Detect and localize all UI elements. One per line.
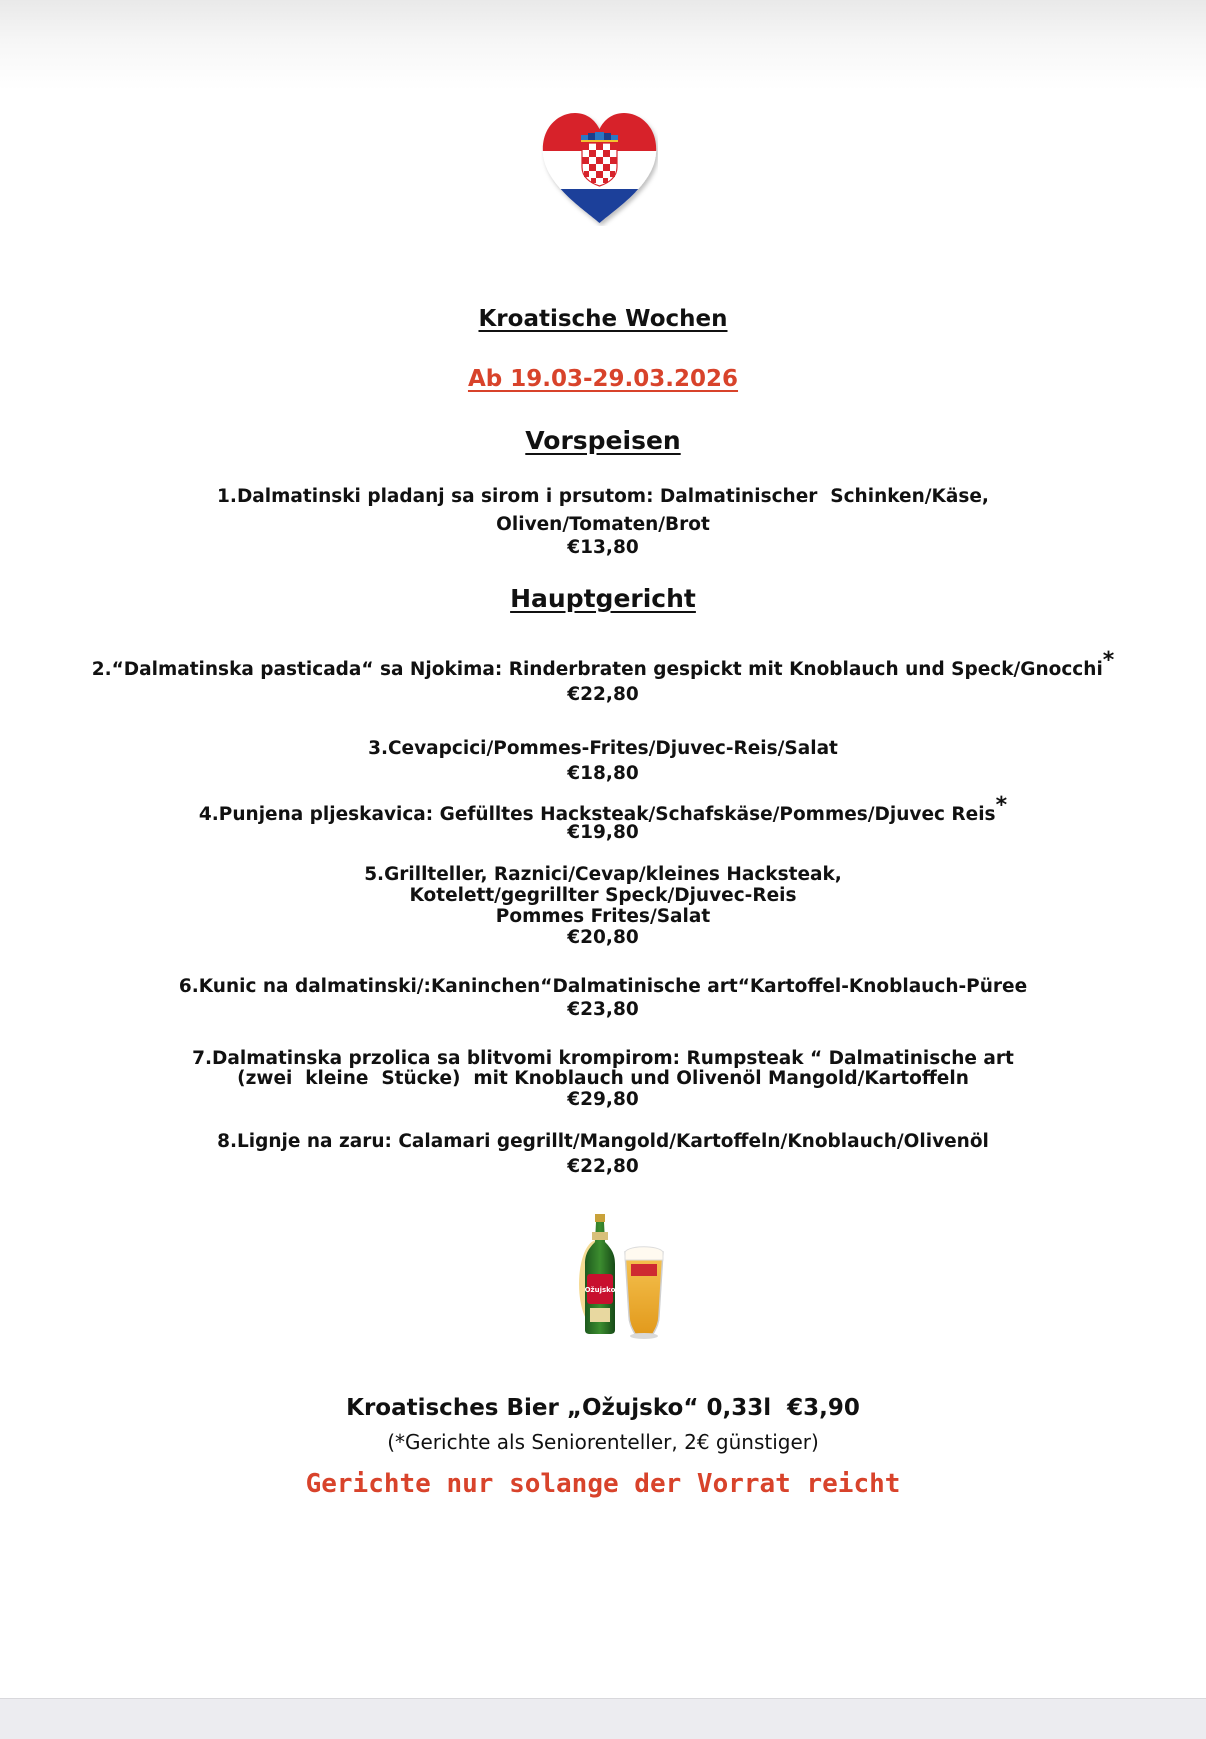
menu-item-5-price: €20,80 xyxy=(567,927,639,948)
menu-item-7-line-2: (zwei kleine Stücke) mit Knoblauch und Olivenöl Mangold/Kartoffeln xyxy=(237,1068,969,1089)
menu-item-4-price: €19,80 xyxy=(567,822,639,843)
section-heading-mains: Hauptgericht xyxy=(510,584,696,613)
menu-item-3-price: €18,80 xyxy=(567,763,639,784)
beer-offer: Kroatisches Bier „Ožujsko“ 0,33l €3,90 xyxy=(346,1395,860,1421)
menu-item-7-line-1: 7.Dalmatinska przolica sa blitvomi krompirom: Rumpsteak “ Dalmatinische art xyxy=(192,1048,1014,1069)
menu-item-8-price: €22,80 xyxy=(567,1156,639,1177)
beer-label-text: Ožujsko xyxy=(584,1286,616,1294)
menu-item-3-line-1: 3.Cevapcici/Pommes-Frites/Djuvec-Reis/Salat xyxy=(368,738,838,759)
promotion-dates: Ab 19.03-29.03.2026 xyxy=(467,366,739,392)
availability-warning: Gerichte nur solange der Vorrat reicht xyxy=(305,1469,901,1499)
menu-item-5-line-1: 5.Grillteller, Raznici/Cevap/kleines Hacksteak, xyxy=(364,864,842,885)
menu-item-5-line-2: Kotelett/gegrillter Speck/Djuvec-Reis xyxy=(409,885,797,906)
menu-item-1-line-1: 1.Dalmatinski pladanj sa sirom i prsutom: Dalmatinischer Schinken/Käse, xyxy=(217,486,989,507)
menu-item-1-line-2: Oliven/Tomaten/Brot xyxy=(496,514,710,535)
bottom-bar xyxy=(0,1698,1206,1739)
menu-item-6-line-1: 6.Kunic na dalmatinski/:Kaninchen“Dalmatinische art“Kartoffel-Knoblauch-Püree xyxy=(178,976,1028,997)
senior-plate-note: (*Gerichte als Seniorenteller, 2€ günstiger) xyxy=(387,1430,819,1454)
menu-item-1-price: €13,80 xyxy=(567,537,639,558)
menu-item-2-price: €22,80 xyxy=(567,684,639,705)
beer-bottle-and-glass-image xyxy=(575,1212,671,1340)
croatian-flag-heart-icon xyxy=(541,113,658,226)
menu-item-7-price: €29,80 xyxy=(567,1089,639,1110)
page-title: Kroatische Wochen xyxy=(478,306,728,332)
checkerboard-shield xyxy=(582,143,617,186)
menu-item-5-line-3: Pommes Frites/Salat xyxy=(495,906,711,927)
menu-item-4-line-1: 4.Punjena pljeskavica: Gefülltes Hacksteak/Schafskäse/Pommes/Djuvec Reis* xyxy=(198,793,1008,825)
section-heading-starters: Vorspeisen xyxy=(525,426,681,455)
menu-item-6-price: €23,80 xyxy=(567,999,639,1020)
menu-item-8-line-1: 8.Lignje na zaru: Calamari gegrillt/Mangold/Kartoffeln/Knoblauch/Olivenöl xyxy=(217,1131,989,1152)
menu-item-2-line-1: 2.“Dalmatinska pasticada“ sa Njokima: Rinderbraten gespickt mit Knoblauch und Speck/Gnocchi* xyxy=(91,648,1115,680)
senior-plate-asterisk: * xyxy=(1102,648,1115,673)
senior-plate-asterisk: * xyxy=(995,793,1008,818)
